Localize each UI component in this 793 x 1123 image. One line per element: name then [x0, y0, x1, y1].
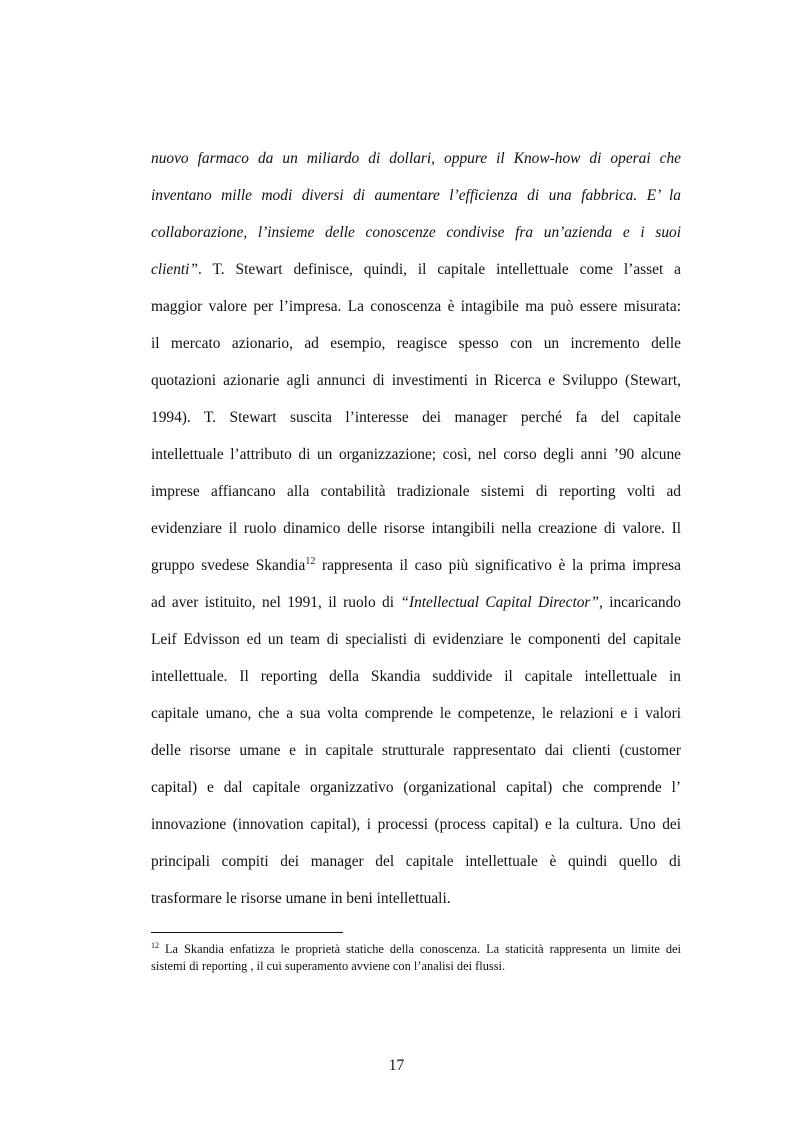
body-line-8: 1994). T. Stewart suscita l’interesse dei manager perché fa del capitale [151, 409, 681, 426]
body-line-16: capitale umano, che a sua volta comprende le competenze, le relazioni e i valori [151, 705, 681, 722]
body-line-9: intellettuale l’attributo di un organizzazione; così, nel corso degli anni ’90 alcune [151, 446, 681, 463]
body-line-2: inventano mille modi diversi di aumentare l’efficienza di una fabbrica. E’ la [151, 187, 681, 204]
footnote-reference[interactable]: 12 [305, 556, 316, 567]
body-line-5: maggior valore per l’impresa. La conoscenza è intagibile ma può essere misurata: [151, 298, 681, 315]
body-line-12: gruppo svedese Skandia$^{12}$ rappresenta il caso più significativo è la prima impresa [151, 556, 681, 574]
body-line-11: evidenziare il ruolo dinamico delle risorse intangibili nella creazione di valore. Il [151, 520, 681, 537]
body-line-3: collaborazione, l’insieme delle conoscenze condivise fra un’azienda e i suoi [151, 224, 681, 241]
page-number: 17 [388, 1057, 405, 1074]
footnote-line-2: sistemi di reporting , il cui superamento avviene con l’analisi dei flussi. [151, 959, 506, 973]
body-line-20: principali compiti dei manager del capitale intellettuale è quindi quello di [151, 853, 681, 870]
footnote-line-1: $^{12}$ La Skandia enfatizza le proprietà statiche della conoscenza. La staticità rappresenta un limite dei [151, 941, 681, 956]
footnote-divider [151, 932, 343, 933]
footnote-marker: 12 [151, 941, 159, 950]
body-line-6: il mercato azionario, ad esempio, reagisce spesso con un incremento delle [151, 335, 681, 352]
body-line-13: ad aver istituito, nel 1991, il ruolo di “Intellectual Capital Director”, incaricando [151, 594, 681, 611]
body-line-17: delle risorse umane e in capitale strutturale rappresentato dai clienti (customer [151, 742, 681, 759]
body-line-15: intellettuale. Il reporting della Skandia suddivide il capitale intellettuale in [151, 668, 681, 685]
body-line-18: capital) e dal capitale organizzativo (organizational capital) che comprende l’ [151, 779, 681, 796]
body-line-7: quotazioni azionarie agli annunci di investimenti in Ricerca e Sviluppo (Stewart, [151, 372, 681, 389]
body-line-19: innovazione (innovation capital), i processi (process capital) e la cultura. Uno dei [151, 816, 681, 833]
body-line-21: trasformare le risorse umane in beni intellettuali. [151, 890, 451, 907]
body-line-4: clienti”. T. Stewart definisce, quindi, il capitale intellettuale come l’asset a [151, 261, 681, 278]
body-line-1: nuovo farmaco da un miliardo di dollari, oppure il Know-how di operai che [151, 150, 681, 167]
body-line-14: Leif Edvisson ed un team di specialisti di evidenziare le componenti del capitale [151, 631, 681, 648]
body-line-10: imprese affiancano alla contabilità tradizionale sistemi di reporting volti ad [151, 483, 681, 500]
